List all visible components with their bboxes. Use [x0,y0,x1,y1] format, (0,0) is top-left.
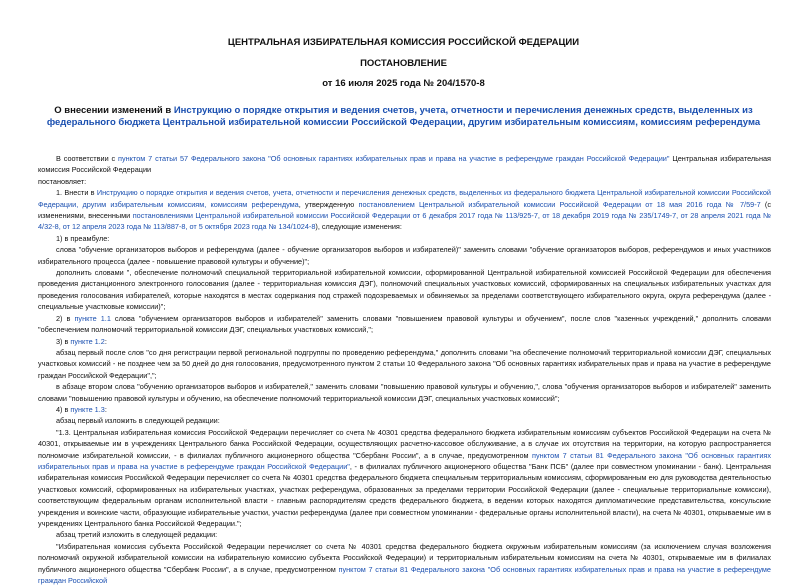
law-link[interactable]: пунктом 7 статьи 81 Федерального закона "Об основных гарантиях избирательных прав и права на участие в референдуме граждан Российской [38,564,771,586]
text: 3) в [56,336,71,346]
paragraph [38,313,771,336]
paragraph: дополнить словами ", обеспечение полномочий специальной территориальной избирательной комиссии, сформированной Центральной избирательной комиссией Российской Федерации для обеспечения проведения дистанционного электронного голосования (далее - территориальная комиссия ДЭГ), полномочий специальных участковых комиссий, сформированных на специальных избирательных участках для проведения голосования избирателей, которые находятся в местах содержания под стражей подозреваемых и обвиняемых за пределами соответствующего избирательного округа, округа референдума (далее - специальные участковые комиссии)"; [38,268,771,312]
paragraph [38,427,771,530]
law-link[interactable]: пунктом 7 статьи 57 Федерального закона "Об основных гарантиях избирательных прав и права на участие в референдуме граждан Российской Федерации" [118,154,670,163]
paragraph: 1) в преамбуле: [56,233,110,243]
text: 1. Внести в [56,188,97,198]
organization-name: ЦЕНТРАЛЬНАЯ ИЗБИРАТЕЛЬНАЯ КОМИССИЯ РОССИЙСКОЙ ФЕДЕРАЦИИ [227,37,580,48]
text: (с изменениями, внесенными [38,199,771,221]
document-type: ПОСТАНОВЛЕНИЕ [360,58,447,69]
paragraph: абзац первый после слов "со дня регистрации первой региональной подгруппы по проведению референдума," дополнить словами "на обеспечение полномочий территориальной комиссии ДЭГ, специальных участковых комиссий - не позднее чем за 50 дней до дня голосования, предусмотренного пунктом 2 статьи 10 Федерального закона "Об основных гарантиях избирательных прав и права на участие в референдуме граждан Российской Федерации","; [38,347,771,380]
title-instruction-link[interactable]: Инструкцию о порядке открытия и ведения счетов, учета, отчетности и перечисления денежных средств, выделенных из федерального бюджета Центральной избирательной комиссии Российской Федерации, другим избирательным комиссиям, комиссиям референдума [46,105,761,128]
text: ), следующие изменения: [315,222,402,232]
paragraph: абзац первый изложить в следующей редакции: [56,416,220,426]
resolutions-link[interactable]: постановлениями Центральной избирательной комиссии Российской Федерации от 6 декабря 2017 года № 113/925-7, от 18 декабря 2019 года № 235/1749-7, от 28 апреля 2021 года № 4/32-8, от 12 апреля 2023 года № 113/887-8, от 5 октября 2023 года № 134/1024-8 [38,211,771,232]
text: , - в филиалах публичного акционерного общества "Банк ПСБ" (далее при совместном упоминании - банк). Центральная избирательная комиссия Российской Федерации перечисляет со счета № 40301 средства федерального бюджета специальным территориальным комиссиям, сформированным ею для руководства деятельностью участковых комиссий, сформированных на избирательных участках, участках референдума, образованных за пределами территории Российской Федерации (далее - специальные территориальные комиссии), соответствующим федеральным органам исполнительной власти - главным распорядителям средств федерального бюджета, в ведении которых находятся дипломатические представительства, консульские учреждения и воинские части, образующие избирательные участки, участки референдума (далее при совместном упоминании - федеральные органы исполнительной власти), на счета № 40301, открываемые им в учреждениях Центрального банка Российской Федерации."; [38,461,771,528]
document-body [38,153,771,586]
paragraph: в абзаце втором слова "обучению организаторов выборов и избирателей," заменить словами "повышению правовой культуры и обучению,", слова "обучения организаторов выборов и избирателей" заменить словами "повышению правовой культуры и обучению, на обеспечение полномочий территориальной комиссии ДЭГ, специальных участковых комиссий"; [38,382,771,403]
document-title [40,105,767,129]
resolution-link[interactable]: постановлением Центральной избирательной комиссии Российской Федерации от 18 мая 2016 года № 7/59-7 [358,199,761,209]
text: В соответствии с [56,154,119,163]
paragraph [38,541,771,586]
paragraph: слова "обучение организаторов выборов и референдума (далее - обучение организаторов выборов и избирателей)" заменить словами "обучение организаторов выборов, референдумов и иных участников избирательного процесса (далее - повышение правовой культуры и обучение)"; [38,245,771,266]
clause-link[interactable]: пункте 1.1 [74,313,111,323]
paragraph: абзац третий изложить в следующей редакции: [56,530,218,540]
document-number: от 16 июля 2025 года № 204/1570-8 [322,78,485,89]
text: 2) в [56,313,75,323]
text: : [104,336,107,346]
paragraph [38,404,771,415]
text: , утвержденную [298,199,359,209]
text: слова "обучением организаторов выборов и избирателей" заменить словами "повышением правовой культуры и обучением", после слов "казенных учреждений," дополнить словами "обеспечением полномочий территориальной комиссии ДЭГ, специальных участковых комиссий,"; [38,313,771,335]
text: "Избирательная комиссия субъекта Российской Федерации перечисляет со счета № 40301 средства федерального бюджета окружным избирательным комиссиям (за исключением случая возложения полномочий окружной избирательной комиссии на избирательную комиссию субъекта Российской Федерации) и территориальным избирательным комиссиям на счета № 40301, открываемые им в филиалах публичного акционерного общества "Сбербанк России", а в случае, предусмотренном [38,541,771,574]
paragraph [38,187,771,233]
clause-link[interactable]: пункте 1.2 [70,336,105,346]
text: "1.3. Центральная избирательная комиссия Российской Федерации перечисляет со счета № 40301 средства федерального бюджета избирательным комиссиям субъектов Российской Федерации на счета № 40301, открываемые им в учреждениях Центрального банка Российской Федерации, осуществляющих расчетно-кассовое обслуживание, а в случае их отсутствия на территории, на которую распространяется полномочие избирательной комиссии, - в филиалах публичного акционерного общества "Сбербанк России", а в случае, предусмотренном [38,427,771,460]
paragraph: постановляет: [38,176,87,186]
clause-link[interactable]: пункте 1.3 [70,404,105,414]
title-prefix: О внесении изменений в [54,105,174,116]
text: 4) в [56,404,71,414]
text: Центральная избирательная комиссия Российской Федерации [38,154,771,175]
text: : [104,404,107,414]
paragraph [38,153,771,176]
paragraph [38,336,771,347]
law-link[interactable]: пунктом 7 статьи 81 Федерального закона "Об основных гарантиях избирательных прав и права на участие в референдуме граждан Российской Федерации" [38,450,772,471]
instruction-link[interactable]: Инструкцию о порядке открытия и ведения счетов, учета, отчетности и перечисления денежных средств, выделенных из федерального бюджета Центральной избирательной комиссии Российской Федерации, другим избирательным комиссиям, комиссиям референдума [38,188,771,209]
